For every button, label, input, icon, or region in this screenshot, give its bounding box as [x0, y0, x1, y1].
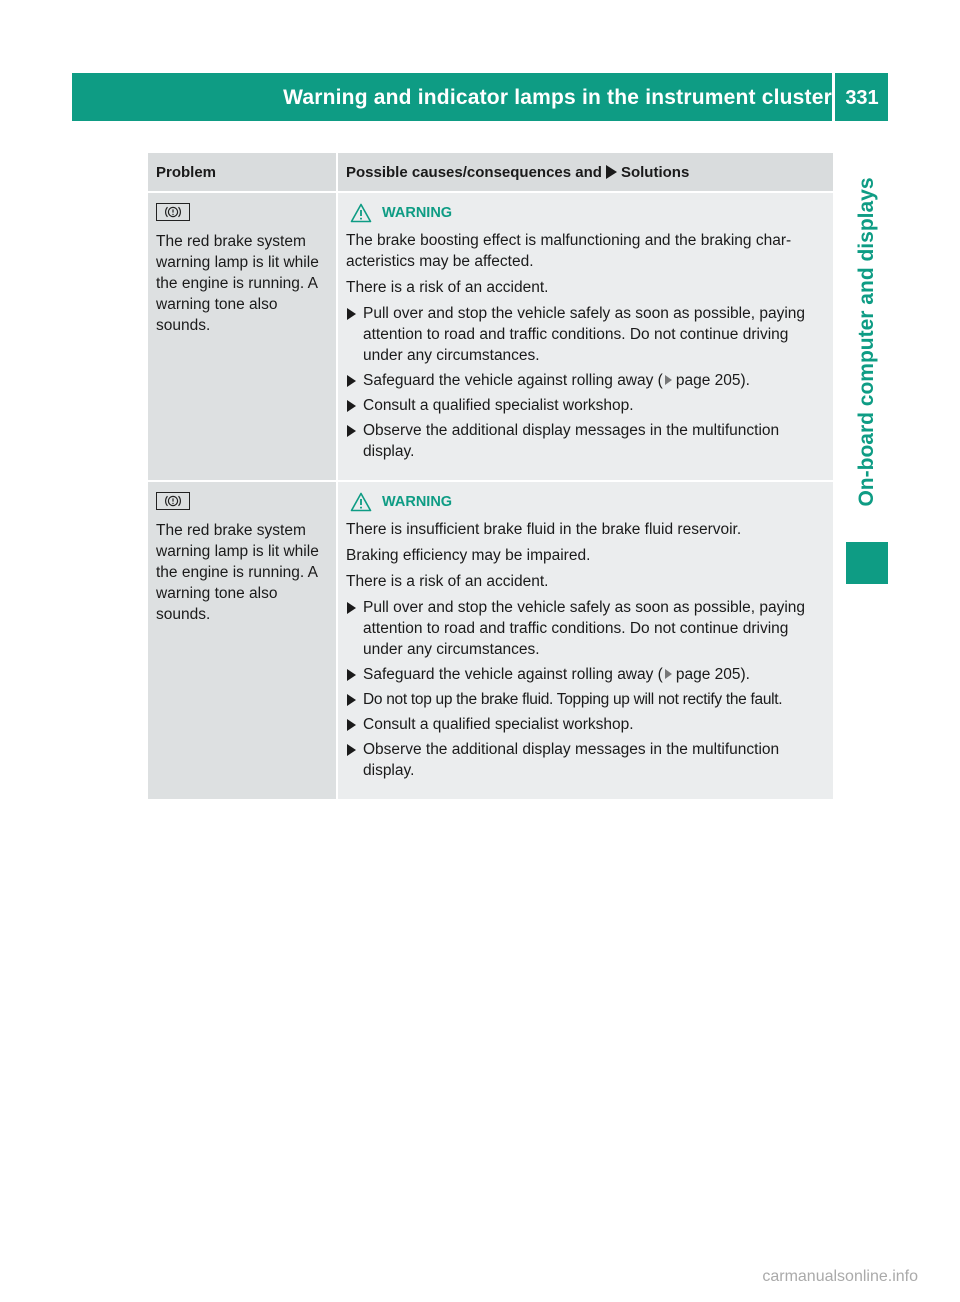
page-reference-link[interactable]: page 205).: [675, 372, 750, 389]
step-arrow-icon: [347, 694, 356, 706]
instruction-step: [346, 597, 827, 660]
step-text: Do not top up the brake fluid. Topping up will not rectify the fault.: [363, 691, 783, 708]
step-text: Observe the additional display messages in the multifunction display.: [363, 741, 780, 779]
column-header-problem: Problem: [148, 153, 337, 192]
step-arrow-icon: [347, 425, 356, 437]
column-header-solutions-suffix: Solutions: [620, 163, 690, 181]
instruction-step: [346, 420, 827, 462]
problem-text: The red brake system warning lamp is lit while the engine is running. A warning tone also sounds.: [156, 233, 319, 334]
warning-label: WARNING: [382, 205, 453, 221]
brake-warning-lamp-icon: [156, 492, 190, 510]
step-text: Safeguard the vehicle against rolling away (: [363, 372, 663, 389]
page-number: 331: [845, 87, 879, 109]
step-arrow-icon: [347, 744, 356, 756]
step-text: Pull over and stop the vehicle safely as soon as possible, paying attention to road and traffic conditions. Do not continue driving under any circumstances.: [363, 305, 806, 364]
instruction-step: [346, 739, 827, 781]
arrow-right-icon: [606, 165, 617, 179]
table-row: [148, 192, 833, 481]
warning-paragraph: There is insufficient brake fluid in the brake fluid reservoir.: [346, 521, 742, 538]
solution-cell: [337, 192, 833, 481]
step-text: Consult a qualified specialist workshop.: [363, 397, 634, 414]
step-arrow-icon: [347, 602, 356, 614]
step-arrow-icon: [347, 400, 356, 412]
warning-paragraph: There is a risk of an accident.: [346, 573, 549, 590]
brake-warning-lamp-icon: [156, 203, 190, 221]
problem-cell: [148, 481, 337, 799]
column-header-solutions-prefix: Possible causes/consequences and: [346, 163, 602, 181]
problem-text: The red brake system warning lamp is lit while the engine is running. A warning tone also sounds.: [156, 522, 319, 623]
warning-heading: [346, 492, 827, 512]
step-arrow-icon: [347, 669, 356, 681]
side-tab-label: On-board computer and displays: [855, 177, 878, 507]
instruction-step: [346, 689, 827, 710]
step-text: Consult a qualified specialist workshop.: [363, 716, 634, 733]
problem-cell: [148, 192, 337, 481]
table-row: [148, 481, 833, 799]
side-tab-marker: [846, 542, 888, 584]
header-bar: [72, 73, 888, 121]
table-header-row: [148, 153, 833, 192]
instruction-step: [346, 664, 827, 685]
side-tab[interactable]: [846, 132, 888, 552]
step-text: Pull over and stop the vehicle safely as soon as possible, paying attention to road and traffic conditions. Do not continue driving under any circumstances.: [363, 599, 806, 658]
page-reference-icon: [665, 669, 672, 679]
warning-paragraph: Braking efficiency may be impaired.: [346, 547, 591, 564]
page-reference-link[interactable]: page 205).: [675, 666, 750, 683]
warning-triangle-icon: [350, 492, 372, 512]
warning-paragraph: The brake boosting effect is malfunctioning and the braking char-acteristics may be affected.: [346, 232, 792, 270]
step-arrow-icon: [347, 719, 356, 731]
step-arrow-icon: [347, 375, 356, 387]
instruction-step: [346, 714, 827, 735]
header-separator: [832, 73, 835, 121]
step-text: Safeguard the vehicle against rolling away (: [363, 666, 663, 683]
warning-paragraph: There is a risk of an accident.: [346, 279, 549, 296]
column-header-solutions: [337, 153, 833, 192]
instruction-step: [346, 395, 827, 416]
warning-lamps-table: [148, 153, 833, 799]
page-reference-icon: [665, 375, 672, 385]
warning-heading: [346, 203, 827, 223]
warning-triangle-icon: [350, 203, 372, 223]
page-header-title: Warning and indicator lamps in the instrument cluster: [283, 86, 832, 109]
step-arrow-icon: [347, 308, 356, 320]
watermark: carmanualsonline.info: [762, 1268, 918, 1285]
instruction-step: [346, 303, 827, 366]
instruction-step: [346, 370, 827, 391]
step-text: Observe the additional display messages in the multifunction display.: [363, 422, 780, 460]
solution-cell: [337, 481, 833, 799]
warning-label: WARNING: [382, 494, 453, 510]
